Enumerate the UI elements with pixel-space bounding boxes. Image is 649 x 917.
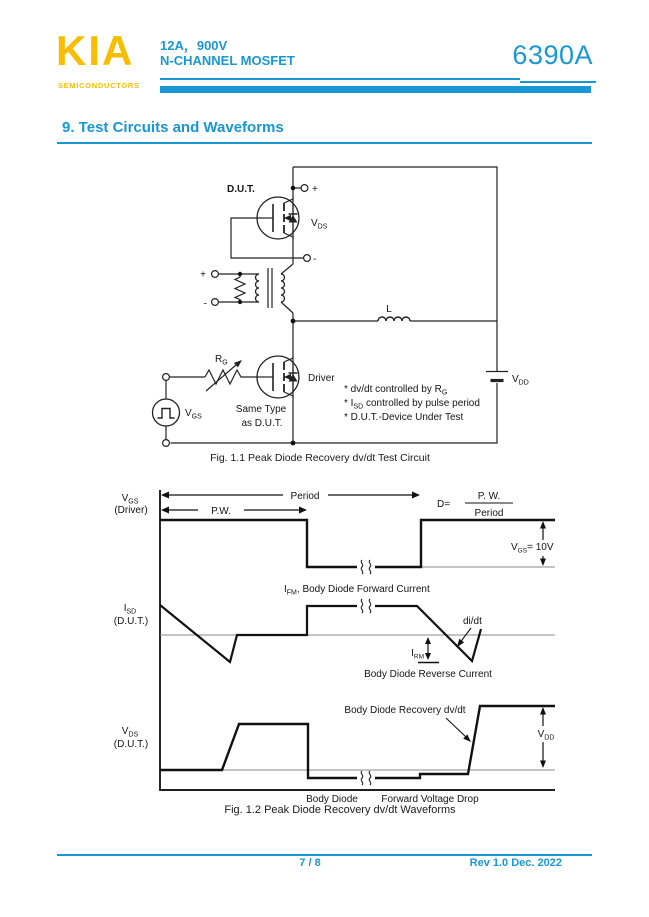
vgs-axis-label: $V_{GS}$ — [121, 493, 139, 506]
top-right-loop-wire — [293, 167, 497, 371]
vds-label: $V_{DS}$ — [311, 218, 328, 231]
vdd-level-label: $V_{DD}$ — [537, 729, 555, 742]
dut-plus-terminal — [301, 185, 308, 192]
irm-label: $I_{RM}$ — [411, 648, 424, 661]
body-diode-label: Body Diode — [306, 794, 358, 805]
driver-label: Driver — [308, 373, 335, 384]
recovery-annotation — [344, 705, 471, 742]
part-number: 6390A — [512, 40, 593, 70]
brand-logo-subtext: SEMICONDUCTORS — [58, 81, 140, 90]
fig1-caption: Fig. 1.1 Peak Diode Recovery dv/dt Test Circuit — [210, 452, 430, 464]
duty-d: D= — [437, 499, 451, 510]
isd-waveform — [160, 605, 481, 662]
xfmr-minus-terminal — [212, 299, 219, 306]
header-rule-thick — [160, 86, 591, 93]
inductor-coil — [378, 317, 410, 321]
note-3: * D.U.T.-Device Under Test — [344, 412, 464, 423]
device-rating: 12A，900V — [160, 38, 228, 53]
recovery-label: Body Diode Recovery dv/dt — [344, 705, 466, 716]
vgs-top-terminal — [163, 374, 170, 381]
primary-coil — [256, 274, 260, 302]
pw-label: P.W. — [211, 506, 231, 517]
header-rule-thin — [160, 78, 520, 80]
footer-rule — [57, 854, 592, 856]
plus-label: + — [312, 184, 318, 195]
xfmr-plus-terminal — [212, 271, 219, 278]
didt-arrowhead — [457, 639, 464, 647]
note-2: * $I_{SD}$ controlled by pulse period — [344, 398, 480, 411]
fwd-drop-label: Forward Voltage Drop — [381, 794, 479, 805]
pulse-waveform-icon — [158, 409, 175, 419]
fig2-waveform-diagram — [90, 483, 570, 823]
page-number: 7 / 8 — [299, 857, 321, 869]
vgs-label: $V_{GS}$ — [185, 408, 202, 421]
duty-denominator: Period — [474, 508, 504, 519]
irm-dimension — [411, 637, 439, 663]
header-rule-thin-right — [520, 81, 596, 83]
didt-label: di/dt — [463, 616, 482, 627]
duty-numerator: P. W. — [477, 491, 501, 502]
reverse-current-label: Body Diode Reverse Current — [364, 669, 492, 680]
vgs-axis-paren: (Driver) — [114, 505, 148, 516]
rg-zigzag — [205, 370, 243, 384]
vds-waveform — [160, 706, 555, 778]
vds-axis-label: $V_{DS}$ — [121, 726, 139, 739]
isd-axis-label: $I_{SD}$ — [123, 603, 137, 616]
fig1-circuit-diagram — [95, 160, 535, 460]
secondary-top-jog — [281, 264, 293, 274]
vds-axis-paren: (D.U.T.) — [113, 739, 149, 750]
vdd-label: $V_{DD}$ — [512, 374, 529, 387]
xfmr-minus-label: - — [203, 298, 207, 310]
device-type: N-CHANNEL MOSFET — [160, 53, 295, 68]
xfmr-plus-label: + — [200, 269, 206, 281]
period-label: Period — [290, 491, 320, 502]
same-type-label-2: as D.U.T. — [241, 418, 283, 429]
note-1: * dv/dt controlled by $R_G$ — [344, 384, 448, 397]
vdd-dimension — [538, 707, 555, 768]
secondary-bottom-jog — [281, 302, 293, 313]
vgs-level-dimension — [511, 521, 554, 566]
minus-label: - — [313, 254, 317, 265]
dut-mosfet — [257, 197, 299, 239]
revision-label: Rev 1.0 Dec. 2022 — [469, 857, 562, 869]
rg-variable-arrow — [206, 365, 236, 391]
section-title: 9. Test Circuits and Waveforms — [62, 119, 284, 136]
transformer-core — [268, 268, 272, 308]
section-title-rule — [57, 142, 592, 144]
same-type-label-1: Same Type — [235, 404, 287, 415]
secondary-coil — [281, 274, 285, 302]
vdd-battery — [486, 372, 508, 381]
ifm-annotation: $I_{FM}$, Body Diode Forward Current — [284, 584, 430, 597]
fig2-caption: Fig. 1.2 Peak Diode Recovery dv/dt Waveforms — [224, 804, 456, 816]
waveform-axes — [160, 490, 555, 790]
rg-label: $R_G$ — [215, 354, 228, 367]
damping-resistor — [235, 274, 245, 302]
inductor-label: L — [386, 304, 392, 315]
waveform-axis-labels — [114, 493, 148, 750]
vgs-level-label: $V_{GS}= 10V$ — [511, 542, 554, 555]
zero-reference-lines — [160, 567, 555, 770]
dut-label: D.U.T. — [227, 184, 255, 195]
brand-logo: KIA — [56, 27, 135, 74]
duty-cycle-formula — [437, 491, 513, 519]
vgs-bottom-terminal — [163, 440, 170, 447]
isd-axis-paren: (D.U.T.) — [113, 616, 149, 627]
driver-mosfet — [257, 356, 299, 398]
vgs-pulse-source — [153, 399, 180, 426]
dut-minus-terminal — [304, 255, 311, 262]
